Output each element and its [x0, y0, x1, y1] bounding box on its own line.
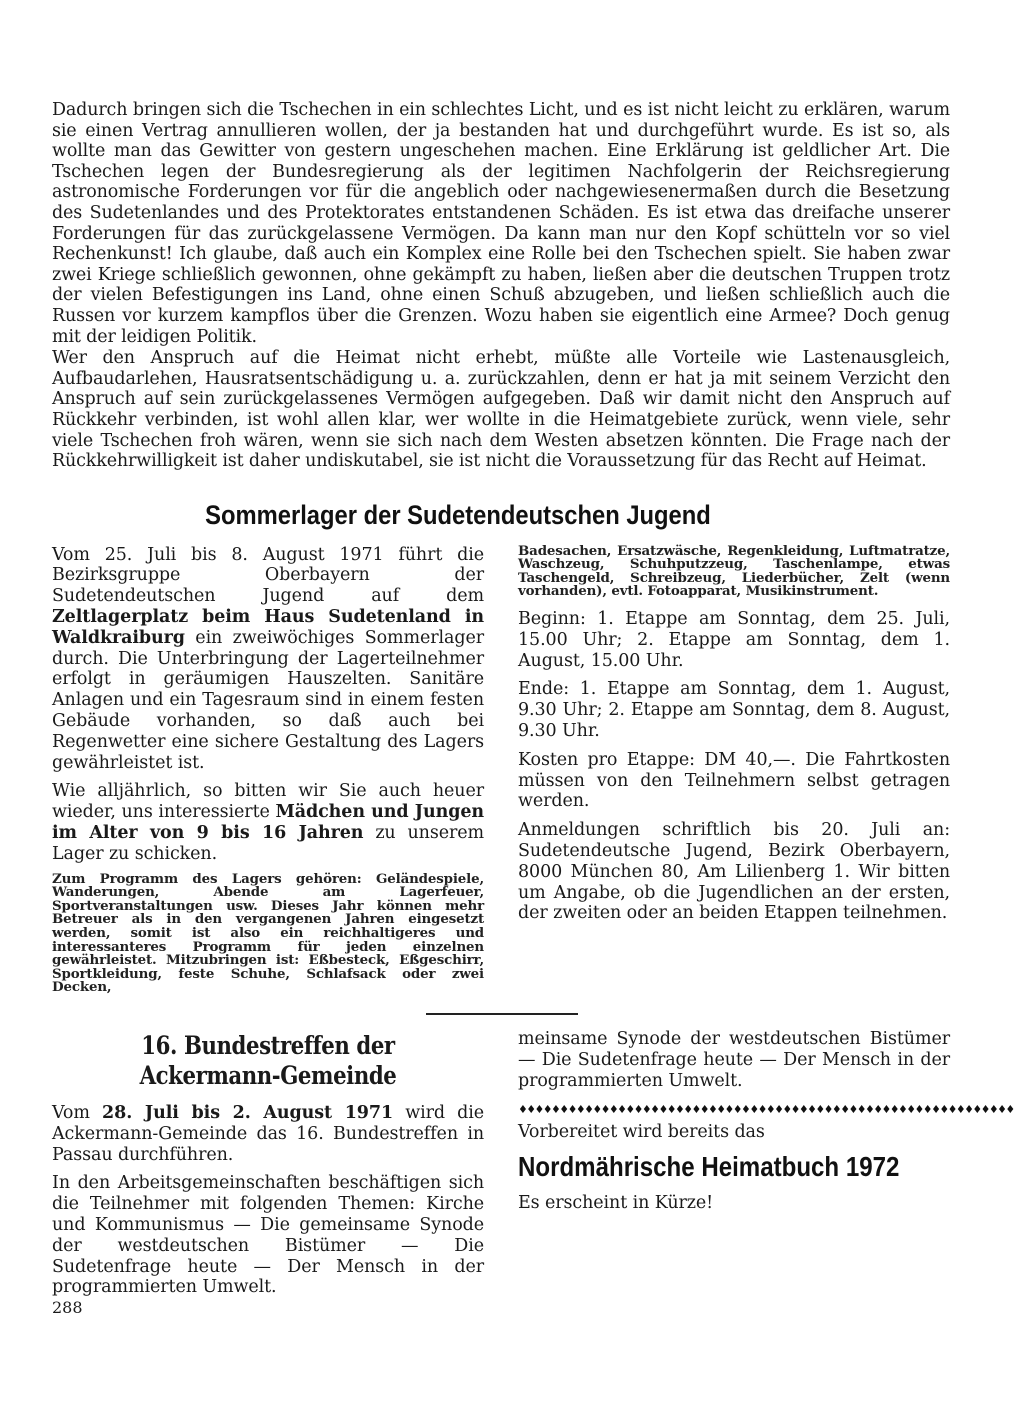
summer-paragraph-2 — [52, 781, 484, 864]
ad-posttext: Es erscheint in Kürze! — [518, 1193, 714, 1214]
bold-dates: 28. Juli bis 2. August 1971 — [102, 1102, 394, 1123]
text-span: wird die Ackermann-Gemeinde das 16. Bundestreffen in Passau durchführen. — [52, 1102, 485, 1165]
diamond-ornament-rule: ♦♦♦♦♦♦♦♦♦♦♦♦♦♦♦♦♦♦♦♦♦♦♦♦♦♦♦♦♦♦♦♦♦♦♦♦♦♦♦♦♦♦♦♦♦♦♦♦♦♦♦♦♦♦♦♦♦♦♦♦ — [518, 1103, 1014, 1117]
ad-pretext: Vorbereitet wird bereits das — [518, 1122, 765, 1143]
text-span: Vom 25. Juli bis 8. August 1971 führt die Bezirksgruppe Oberbayern der Sudetendeutschen Jugend auf dem — [52, 544, 484, 607]
right-lower-column — [518, 1028, 1014, 1243]
text-span: Vom — [52, 1102, 103, 1123]
text-span: ein zweiwöchiges Sommerlager durch. Die Unterbringung der Lagerteilnehmer erfolgt in geräumigen Hauszelten. Sanitäre Anlagen und ein Tagesraum sind in einem festen Gebäude vorhanden, so daß auch bei Regenwetter eine sichere Gestaltung des Lagers gewährleistet ist. — [52, 627, 484, 773]
ad-title: Nordmährische Heimatbuch 1972 — [518, 1151, 900, 1183]
ackermann-heading-line-1: 16. Bundestreffen der — [141, 1030, 395, 1060]
bold-location: Zeltlagerplatz beim Haus Sudetenland in Waldkraiburg — [52, 607, 484, 648]
ackermann-heading — [84, 1031, 451, 1091]
intro-article — [52, 100, 950, 472]
summer-cost: Kosten pro Etappe: DM 40,—. Die Fahrtkosten müssen von den Teilnehmern selbst getragen werden. — [518, 749, 950, 812]
summer-paragraph-1 — [52, 545, 484, 774]
ackermann-paragraph-2: In den Arbeitsgemeinschaften beschäftigen sich die Teilnehmer mit folgenden Themen: Kirche und Kommunismus — Die gemeinsame Synode der westdeutschen Bistümer — Die Sudetenfrage heute — Der Mensch in der programmierten Umwelt. — [52, 1173, 484, 1298]
section-divider — [426, 1013, 578, 1015]
summer-equipment-smallprint: Badesachen, Ersatzwäsche, Regenkleidung, Luftmatratze, Waschzeug, Schuhputzzeug, Taschenlampe, etwas Taschengeld, Schreibzeug, Liederbücher, Zelt (wenn vorhanden), evtl. Fotoapparat, Musikinstrument. — [518, 542, 950, 600]
intro-paragraph-2: Wer den Anspruch auf die Heimat nicht erhebt, müßte alle Vorteile wie Lastenausgleich, Aufbaudarlehen, Hausratsentschädigung u. a. zurückzahlen, denn er hat ja mit seinem Verzicht den Anspruch auf sein zurückgelassenes Vermögen aufgegeben. Daß wir damit nicht den Anspruch auf Rückkehr verbinden, ist wohl allen klar, wer wollte in die Heimatgebiete zurück, wenn viele, sehr viele Tschechen froh wären, wenn sie sich nach dem Westen absetzen könnten. Die Frage nach der Rückkehrwilligkeit ist daher undiskutabel, sie ist nicht die Voraussetzung für das Recht auf Heimat. — [52, 348, 950, 472]
summer-right-column — [518, 542, 950, 995]
text-span: zu unserem Lager zu schicken. — [52, 823, 484, 864]
bold-age-group: Mädchen und Jungen im Alter von 9 bis 16 Jahren — [52, 802, 484, 844]
summer-camp-heading: Sommerlager der Sudetendeutschen Jugend — [205, 499, 711, 530]
summer-end: Ende: 1. Etappe am Sonntag, dem 1. August, 9.30 Uhr; 2. Etappe am Sonntag, dem 8. August, 9.30 Uhr. — [518, 679, 950, 742]
summer-left-column — [52, 545, 484, 995]
document-page — [52, 100, 1014, 1298]
ackermann-paragraph-1 — [52, 1103, 484, 1165]
summer-registration: Anmeldungen schriftlich bis 20. Juli an: Sudetendeutsche Jugend, Bezirk Oberbayern, 8000 München 80, Am Lilienberg 1. Wir bitten um Angabe, ob die Jugendlichen an der ersten, der zweiten oder an beiden Etappen teilnehmen. — [518, 820, 950, 924]
ackermann-heading-line-2: Ackermann-Gemeinde — [139, 1060, 397, 1090]
page-number: 288 — [52, 1298, 83, 1317]
lower-section — [52, 1028, 1014, 1298]
ackermann-article — [52, 1029, 485, 1298]
text-span: Wie alljährlich, so bitten wir Sie auch heuer wieder, uns interessierte — [52, 781, 484, 823]
intro-paragraph-1: Dadurch bringen sich die Tschechen in ein schlechtes Licht, und es ist nicht leicht zu erklären, warum sie einen Vertrag annullieren wollen, der ja bestanden hat und durchgeführt wurde. Es ist so, als wollte man das Gewitter von gestern ungeschehen machen. Eine Erklärung ist geldlicher Art. Die Tschechen legen der Bundesregierung als der legitimen Nachfolgerin der Reichsregierung astronomische Forderungen vor für die angeblich oder nachgewiesenermaßen durch die Besetzung des Sudetenlandes und des Protektorates entstandenen Schäden. Es ist etwa das dreifache unserer Forderungen für das zurückgelassene Vermögen. Da kann man nur den Kopf schütteln vor so viel Rechenkunst! Ich glaube, daß auch ein Komplex eine Rolle bei den Tschechen spielt. Sie haben zwar zwei Kriege schließlich gewonnen, ohne gekämpft zu haben, ließen aber die deutschen Truppen trotz der vielen Befestigungen ins Land, ohne einen Schuß abzugeben, und ließen schließlich auch die Russen vor kurzem kampflos über die Grenzen. Wozu haben sie eigentlich eine Armee? Doch genug mit der leidigen Politik. — [52, 100, 950, 347]
summer-camp-article — [52, 542, 950, 996]
ackermann-continuation: meinsame Synode der westdeutschen Bistümer — Die Sudetenfrage heute — Der Mensch in der programmierten Umwelt. — [518, 1028, 950, 1091]
summer-begin: Beginn: 1. Etappe am Sonntag, dem 25. Juli, 15.00 Uhr; 2. Etappe am Sonntag, dem 1. August, 15.00 Uhr. — [518, 609, 950, 671]
summer-program-smallprint: Zum Programm des Lagers gehören: Geländespiele, Wanderungen, Abende am Lagerfeuer, Sportveranstaltungen usw. Dieses Jahr können mehr Betreuer als in den vergangenen Jahren eingesetzt werden, somit ist also ein reichhaltigeres und interessanteres Programm für jeden einzelnen gewährleistet. Mitzubringen ist: Eßbesteck, Eßgeschirr, Sportkleidung, feste Schuhe, Schlafsack oder zwei Decken, — [52, 870, 484, 996]
